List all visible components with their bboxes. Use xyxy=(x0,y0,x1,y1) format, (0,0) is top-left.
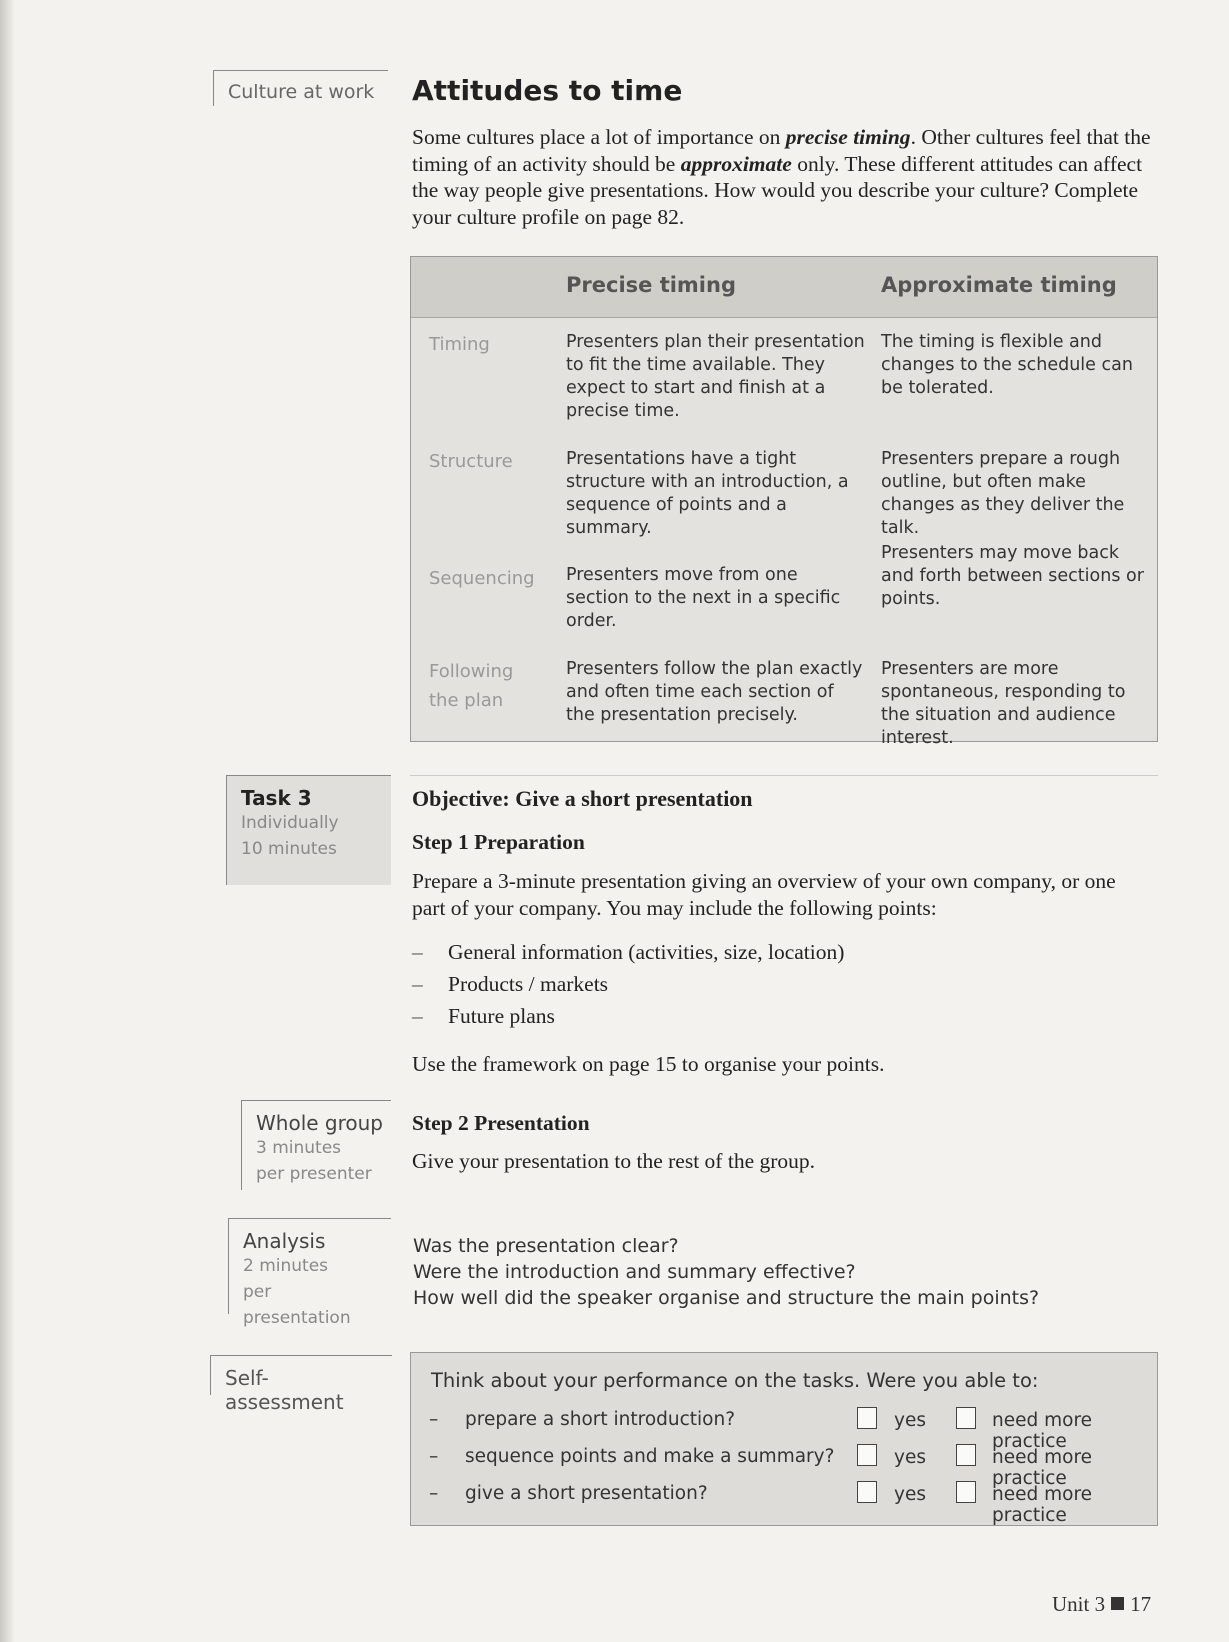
row-label-structure: Structure xyxy=(429,451,513,472)
header-precise-timing: Precise timing xyxy=(566,273,736,297)
analysis-question: Were the introduction and summary effective? xyxy=(413,1261,856,1283)
self-assessment-intro: Think about your performance on the tasks. Were you able to: xyxy=(431,1369,1039,1392)
cell-sequencing-approximate: Presenters may move back and forth between sections or points. xyxy=(881,543,1144,609)
page-title: Attitudes to time xyxy=(412,74,683,107)
whole-group-label: Whole group 3 minutes per presenter xyxy=(241,1100,391,1190)
list-item: – Products / markets xyxy=(412,972,609,996)
section-divider xyxy=(410,775,1158,776)
cell-following-approximate: Presenters are more spontaneous, responding to the situation and audience interest. xyxy=(881,659,1126,748)
need-more-practice-checkbox[interactable] xyxy=(956,1444,976,1466)
framework-note: Use the framework on page 15 to organise your points. xyxy=(412,1052,885,1076)
cell-structure-approximate: Presenters prepare a rough outline, but often make changes as they deliver the talk. xyxy=(881,449,1125,538)
row-label-sequencing: Sequencing xyxy=(429,568,535,589)
analysis-label: Analysis 2 minutes per presentation xyxy=(228,1218,391,1314)
self-assessment-row: – sequence points and make a summary? yes need more practice xyxy=(429,1446,1093,1489)
timing-comparison-table xyxy=(410,256,1158,748)
objective-heading: Objective: Give a short presentation xyxy=(412,786,753,811)
step1-heading: Step 1 Preparation xyxy=(412,830,585,854)
page-edge xyxy=(0,0,14,1642)
cell-timing-approximate: The timing is flexible and changes to the schedule can be tolerated. xyxy=(881,332,1133,398)
cell-structure-precise: Presentations have a tight structure with an introduction, a sequence of points and a summary. xyxy=(566,449,849,538)
step2-instructions: Give your presentation to the rest of the group. xyxy=(412,1149,816,1173)
analysis-questions xyxy=(413,1233,1039,1311)
precise-timing-term: precise timing xyxy=(785,125,911,149)
yes-checkbox[interactable] xyxy=(857,1444,877,1466)
analysis-question: Was the presentation clear? xyxy=(413,1235,679,1257)
self-assessment-box xyxy=(410,1352,1158,1526)
row-label-following-the-plan: Following the plan xyxy=(429,661,514,711)
yes-checkbox[interactable] xyxy=(857,1481,877,1503)
self-assessment-label: Self-assessment xyxy=(210,1355,392,1395)
yes-checkbox[interactable] xyxy=(857,1407,877,1429)
self-assessment-row: – prepare a short introduction? yes need more practice xyxy=(429,1409,1093,1452)
culture-at-work-label: Culture at work xyxy=(213,70,388,106)
intro-paragraph: Some cultures place a lot of importance on precise timing. Other cultures feel that the timing of an activity should be approximate only. These different attitudes can affect the way people give presentations. How would you describe your culture? Complete your culture profile on page 82. xyxy=(412,125,1151,229)
approximate-term: approximate xyxy=(680,151,792,176)
points-list xyxy=(412,937,844,1033)
need-more-practice-checkbox[interactable] xyxy=(956,1407,976,1429)
step2-heading: Step 2 Presentation xyxy=(412,1111,590,1135)
step1-instructions: Prepare a 3-minute presentation giving an overview of your own company, or one part of your company. You may include the following points: xyxy=(412,869,1116,920)
page-number: 17 xyxy=(1130,1592,1152,1616)
self-assessment-row: – give a short presentation? yes need more practice xyxy=(429,1483,1093,1526)
header-approximate-timing: Approximate timing xyxy=(881,273,1117,297)
cell-sequencing-precise: Presenters move from one section to the next in a specific order. xyxy=(566,565,841,631)
row-label-timing: Timing xyxy=(429,334,490,355)
cell-following-precise: Presenters follow the plan exactly and often time each section of the presentation precisely. xyxy=(566,659,863,725)
analysis-question: How well did the speaker organise and structure the main points? xyxy=(413,1287,1040,1309)
list-item: – Future plans xyxy=(412,1004,555,1028)
page-footer xyxy=(1052,1592,1151,1617)
cell-timing-precise: Presenters plan their presentation to fit the time available. They expect to start and finish at a precise time. xyxy=(566,332,865,421)
table-header xyxy=(411,257,1157,318)
task3-label: Task 3 Individually 10 minutes xyxy=(226,775,391,885)
unit-label: Unit 3 xyxy=(1052,1592,1106,1616)
square-icon xyxy=(1111,1597,1124,1610)
list-item: – General information (activities, size, location) xyxy=(412,940,845,964)
need-more-practice-checkbox[interactable] xyxy=(956,1481,976,1503)
